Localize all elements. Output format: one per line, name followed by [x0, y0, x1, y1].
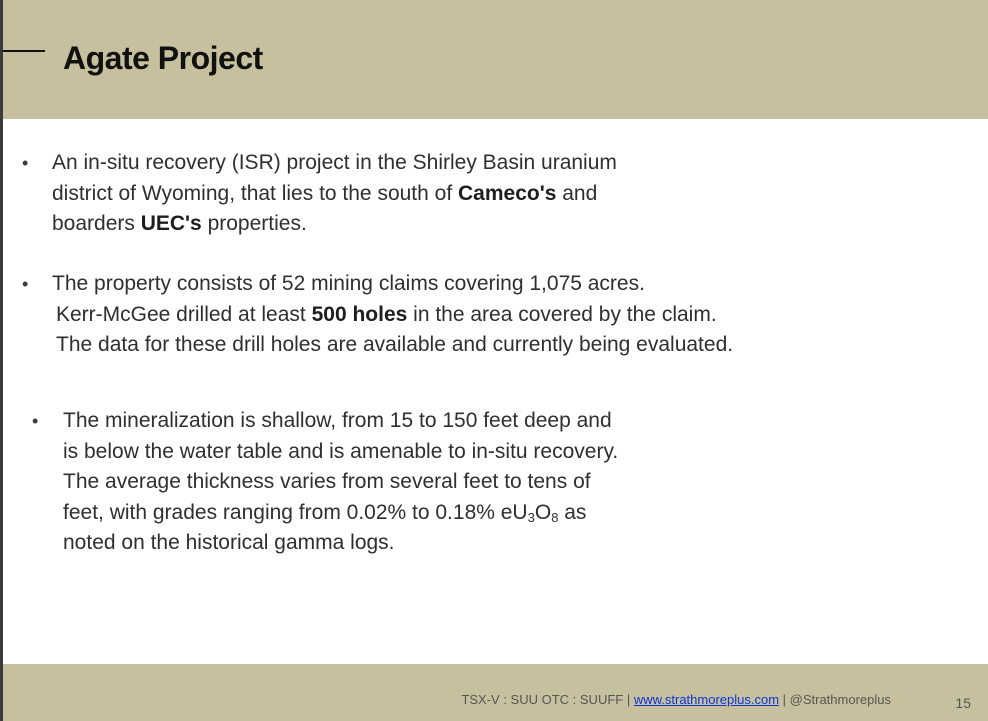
text-run: district of Wyoming, that lies to the south of	[52, 181, 458, 205]
text-run: O	[534, 500, 552, 524]
bullet-line	[52, 209, 782, 240]
header-rule	[3, 50, 45, 52]
bullet-line	[52, 179, 782, 210]
bullet-text	[63, 406, 752, 559]
bullet-line: An in-situ recovery (ISR) project in the Shirley Basin uranium	[52, 151, 617, 174]
bullet-text	[52, 269, 782, 361]
text-run: and	[556, 181, 598, 205]
text-run: feet, with grades ranging from 0.02% to 0.18% eU	[63, 500, 528, 524]
bold-text-holes: 500 holes	[311, 302, 408, 326]
website-link[interactable]: www.strathmoreplus.com	[633, 692, 780, 707]
text-run: boarders	[52, 212, 141, 235]
bullet-line: The average thickness varies from several feet to tens of	[63, 470, 591, 493]
bullet-line: The data for these drill holes are available and currently being evaluated.	[56, 333, 734, 356]
header-band	[3, 0, 988, 119]
bullet-line: noted on the historical gamma logs.	[63, 531, 395, 554]
bold-text-cameco: Cameco's	[458, 181, 557, 205]
bullet-dot: •	[32, 411, 39, 431]
subscript: 8	[551, 509, 559, 525]
bullet-text	[52, 148, 782, 240]
footer-text	[461, 692, 891, 707]
bullet-dot: •	[22, 153, 29, 173]
bullet-line: The mineralization is shallow, from 15 to 150 feet deep and	[63, 409, 612, 432]
bold-text-uec: UEC's	[140, 212, 202, 235]
content-area	[0, 119, 988, 664]
text-run: properties.	[201, 212, 307, 235]
bullet-dot: •	[22, 274, 29, 294]
text-run: in the area covered by the claim.	[407, 302, 717, 326]
bullet-line	[63, 498, 752, 529]
text-run: Kerr-McGee drilled at least	[56, 302, 312, 326]
bullet-isr-project	[22, 148, 782, 240]
bullet-mineralization	[32, 406, 752, 559]
bullet-line	[52, 300, 782, 331]
bullet-mining-claims	[22, 269, 782, 361]
text-run: as	[558, 500, 587, 524]
page-number: 15	[955, 695, 971, 711]
subscript: 3	[527, 509, 535, 525]
footer-handle: | @Strathmoreplus	[779, 692, 891, 707]
bullet-line: The property consists of 52 mining claims covering 1,075 acres.	[52, 272, 645, 295]
footer-ticker: TSX-V : SUU OTC : SUUFF |	[461, 692, 634, 707]
bullet-line: is below the water table and is amenable to in-situ recovery.	[63, 439, 619, 463]
page-title: Agate Project	[63, 40, 263, 76]
footer-band	[3, 664, 988, 721]
